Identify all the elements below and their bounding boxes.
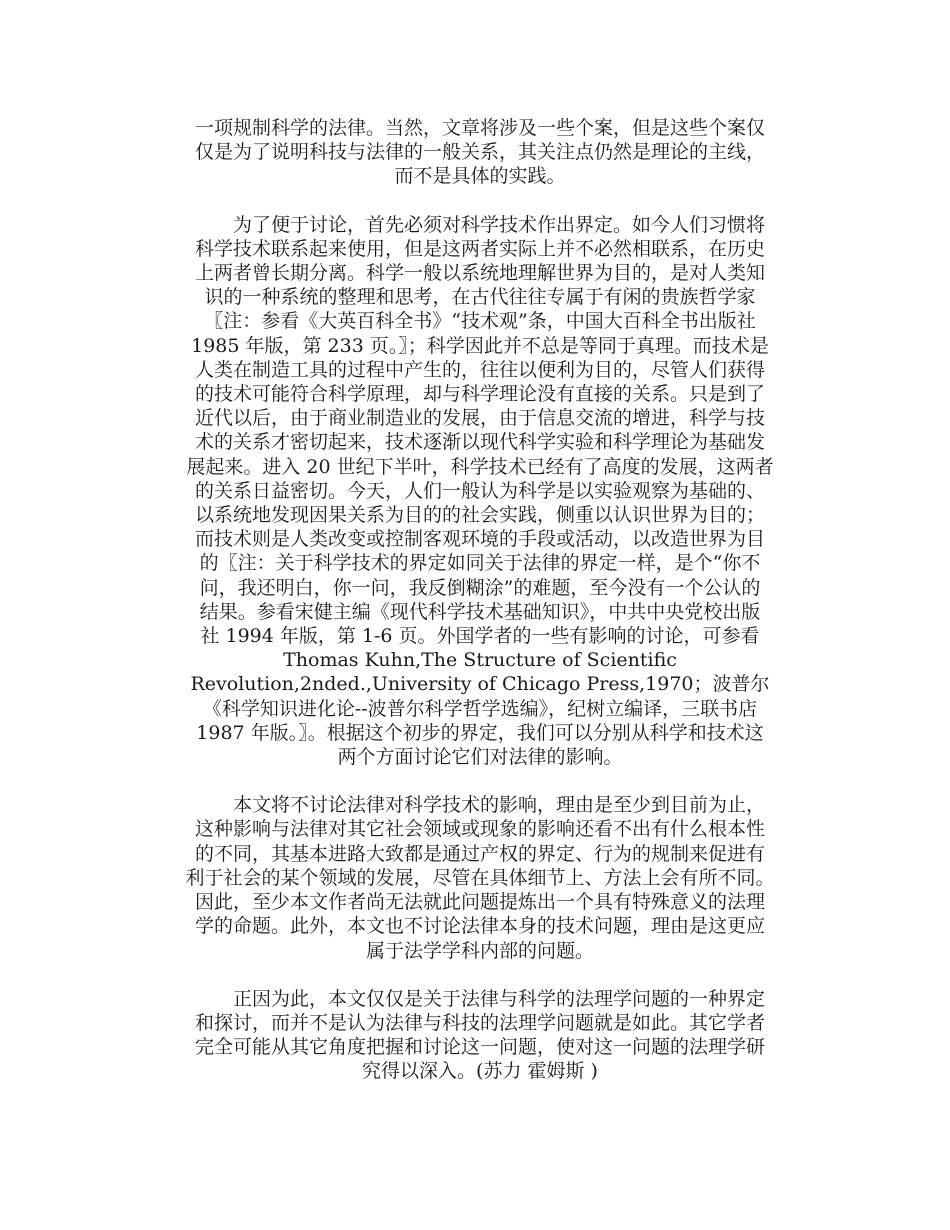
text-line: 科学技术联系起来使用，但是这两者实际上并不必然相联系，在历史 [194, 237, 765, 260]
text-line: 而不是具体的实践。 [394, 165, 566, 188]
text-line: 结果。参看宋健主编《现代科学技术基础知识》，中共中央党校出版 [199, 600, 761, 623]
paragraph-gap [148, 769, 812, 793]
text-line: 属于法学学科内部的问题。 [365, 939, 594, 962]
text-line: 为了便于讨论，首先必须对科学技术作出界定。如今人们习惯将 [194, 213, 765, 236]
text-line: 近代以后，由于商业制造业的发展，由于信息交流的增进，科学与技 [194, 407, 765, 430]
text-line: 识的一种系统的整理和思考，在古代往往专属于有闲的贵族哲学家 [204, 286, 756, 309]
text-line: 完全可能从其它角度把握和讨论这一问题，使对这一问题的法理学研 [194, 1036, 765, 1059]
text-line: 1987 年版。〗。根据这个初步的界定，我们可以分别从科学和技术这 [196, 721, 764, 744]
text-line: Revolution,2nded.,University of Chicago Press,1970；波普尔 [190, 673, 770, 696]
text-line: 以系统地发现因果关系为目的的社会实践，侧重以认识世界为目的； [194, 504, 765, 527]
text-line: 两个方面讨论它们对法律的影响。 [337, 746, 623, 769]
text-line: 〖注：参看《大英百科全书》“技术观”条，中国大百科全书出版社 [204, 310, 756, 333]
text-line: 的关系日益密切。今天，人们一般认为科学是以实验观察为基础的、 [194, 479, 765, 502]
paragraph-4 [148, 987, 812, 1084]
document-page [148, 116, 812, 1084]
text-line: 的〖注：关于科学技术的界定如同关于法律的界定一样，是个“你不 [199, 552, 761, 575]
text-line: 人类在制造工具的过程中产生的，往往以便利为目的，尽管人们获得 [194, 358, 765, 381]
text-line: Thomas Kuhn,The Structure of Scientific [283, 649, 677, 672]
text-line: 本文将不讨论法律对科学技术的影响，理由是至少到目前为止， [194, 794, 765, 817]
text-line: 《科学知识进化论--波普尔科学哲学选编》，纪树立编译，三联书店 [202, 697, 758, 720]
paragraph-gap [148, 189, 812, 213]
paragraph-gap [148, 963, 812, 987]
paragraph-1 [148, 116, 812, 189]
text-line: 1985 年版，第 233 页。〗；科学因此并不总是等同于真理。而技术是 [191, 334, 769, 357]
text-line: 的不同，其基本进路大致都是通过产权的界定、行为的规制来促进有 [194, 842, 765, 865]
text-line: 术的关系才密切起来，技术逐渐以现代科学实验和科学理论为基础发 [194, 431, 765, 454]
text-line: 上两者曾长期分离。科学一般以系统地理解世界为目的，是对人类知 [194, 262, 765, 285]
text-line: 正因为此，本文仅仅是关于法律与科学的法理学问题的一种界定 [194, 987, 765, 1010]
text-line: 而技术则是人类改变或控制客观环境的手段或活动，以改造世界为目 [194, 528, 765, 551]
text-line: 利于社会的某个领域的发展，尽管在具体细节上、方法上会有所不同。 [185, 866, 775, 889]
text-line: 的技术可能符合科学原理，却与科学理论没有直接的关系。只是到了 [194, 383, 765, 406]
text-line: 一项规制科学的法律。当然，文章将涉及一些个案，但是这些个案仅 [194, 117, 765, 139]
text-line: 和探讨，而并不是认为法律与科技的法理学问题就是如此。其它学者 [194, 1011, 765, 1034]
paragraph-3 [148, 793, 812, 962]
text-line: 问，我还明白，你一问，我反倒糊涂”的难题，至今没有一个公认的 [199, 576, 761, 599]
text-line: 仅是为了说明科技与法律的一般关系，其关注点仍然是理论的主线， [194, 141, 765, 164]
text-line: 学的命题。此外，本文也不讨论法律本身的技术问题，理由是这更应 [194, 915, 765, 938]
text-line: 社 1994 年版，第 1-6 页。外国学者的一些有影响的讨论，可参看 [200, 625, 760, 648]
text-line: 这种影响与法律对其它社会领域或现象的影响还看不出有什么根本性 [194, 818, 765, 841]
text-line: 展起来。进入 20 世纪下半叶，科学技术已经有了高度的发展，这两者 [186, 455, 774, 478]
text-line: 究得以深入。(苏力 霍姆斯 ) [362, 1060, 598, 1083]
text-line: 因此，至少本文作者尚无法就此问题提炼出一个具有特殊意义的法理 [194, 891, 765, 914]
paragraph-2 [148, 213, 812, 770]
